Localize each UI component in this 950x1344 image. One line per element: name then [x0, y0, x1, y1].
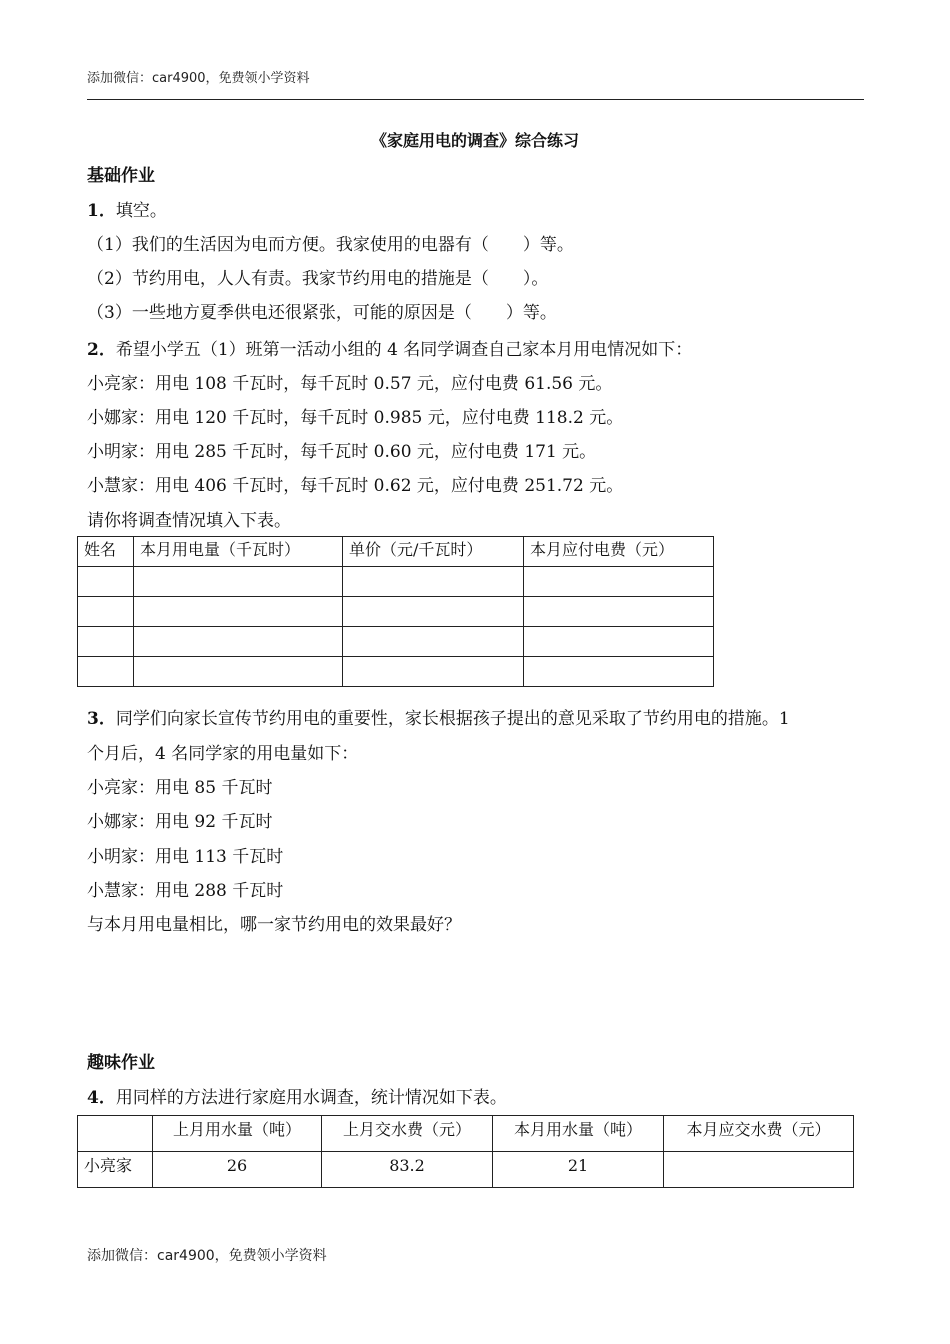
water-table [77, 1115, 854, 1188]
question-4-number: 4． [87, 1088, 116, 1108]
table-cell[interactable] [134, 567, 343, 597]
table-header-cell: 上月交水费（元） [322, 1116, 493, 1152]
table-header-cell: 姓名 [78, 537, 134, 567]
section-basic: 基础作业 [87, 166, 155, 186]
page-header: 添加微信：car4900，免费领小学资料 [87, 71, 310, 86]
table-row [78, 627, 714, 657]
question-1-number: 1． [87, 201, 116, 221]
question-2-text: 希望小学五（1）班第一活动小组的 4 名同学调查自己家本月用电情况如下： [115, 340, 693, 360]
table-header-cell: 本月用水量（吨） [493, 1116, 664, 1152]
table-cell-last-usage: 26 [153, 1152, 322, 1188]
table-cell[interactable] [134, 627, 343, 657]
table-header-cell [78, 1116, 153, 1152]
table-cell[interactable] [78, 657, 134, 687]
table-cell[interactable] [524, 567, 714, 597]
q1-item-1: （1）我们的生活因为电而方便。我家使用的电器有（ ）等。 [87, 235, 574, 255]
table-cell-last-fee: 83.2 [322, 1152, 493, 1188]
question-1-text: 填空。 [115, 201, 167, 221]
q2-line-4: 小慧家：用电 406 千瓦时，每千瓦时 0.62 元，应付电费 251.72 元。 [87, 476, 624, 496]
question-4 [87, 1083, 507, 1108]
table-row [78, 1152, 854, 1188]
table-row [78, 657, 714, 687]
q2-line-2: 小娜家：用电 120 千瓦时，每千瓦时 0.985 元，应付电费 118.2 元。 [87, 408, 624, 428]
table-header-cell: 本月应付电费（元） [524, 537, 714, 567]
question-3-text: 同学们向家长宣传节约用电的重要性，家长根据孩子提出的意见采取了节约用电的措施。1 [115, 709, 790, 729]
page-title: 《家庭用电的调查》综合练习 [370, 131, 579, 150]
table-header-cell: 本月用电量（千瓦时） [134, 537, 343, 567]
table-cell-this-usage: 21 [493, 1152, 664, 1188]
q3-line-4: 小慧家：用电 288 千瓦时 [87, 881, 284, 901]
page-footer: 添加微信：car4900，免费领小学资料 [87, 1248, 327, 1264]
q3-line-2: 小娜家：用电 92 千瓦时 [87, 812, 273, 832]
table-header-cell: 上月用水量（吨） [153, 1116, 322, 1152]
table-header-row [78, 537, 714, 567]
table-header-cell: 本月应交水费（元） [664, 1116, 854, 1152]
table-row [78, 597, 714, 627]
question-3-number: 3． [87, 709, 116, 729]
table-cell[interactable] [134, 597, 343, 627]
table-cell[interactable] [343, 657, 524, 687]
table-cell[interactable] [78, 567, 134, 597]
table-cell-name: 小亮家 [78, 1152, 153, 1188]
q1-item-2: （2）节约用电，人人有责。我家节约用电的措施是（ ）。 [87, 269, 549, 289]
q3-line-3: 小明家：用电 113 千瓦时 [87, 847, 284, 867]
q2-instruction: 请你将调查情况填入下表。 [87, 511, 291, 531]
q2-line-3: 小明家：用电 285 千瓦时，每千瓦时 0.60 元，应付电费 171 元。 [87, 442, 597, 462]
header-rule [87, 99, 864, 100]
table-cell[interactable] [343, 627, 524, 657]
q3-line-1: 小亮家：用电 85 千瓦时 [87, 778, 273, 798]
question-2 [87, 335, 692, 360]
table-cell[interactable] [78, 597, 134, 627]
question-3-text-cont: 个月后，4 名同学家的用电量如下： [87, 744, 359, 764]
q2-line-1: 小亮家：用电 108 千瓦时，每千瓦时 0.57 元，应付电费 61.56 元。 [87, 374, 613, 394]
section-fun: 趣味作业 [87, 1053, 155, 1073]
q3-question: 与本月用电量相比，哪一家节约用电的效果最好？ [87, 915, 461, 935]
table-cell[interactable] [343, 597, 524, 627]
table-cell-this-fee[interactable] [664, 1152, 854, 1188]
table-cell[interactable] [524, 627, 714, 657]
electricity-table [77, 536, 714, 687]
table-cell[interactable] [524, 657, 714, 687]
table-cell[interactable] [134, 657, 343, 687]
question-2-number: 2． [87, 340, 116, 360]
table-header-cell: 单价（元/千瓦时） [343, 537, 524, 567]
table-row [78, 567, 714, 597]
table-cell[interactable] [343, 567, 524, 597]
table-cell[interactable] [78, 627, 134, 657]
table-header-row [78, 1116, 854, 1152]
question-3 [87, 704, 790, 729]
question-4-text: 用同样的方法进行家庭用水调查，统计情况如下表。 [115, 1088, 507, 1108]
table-cell[interactable] [524, 597, 714, 627]
question-1 [87, 196, 167, 221]
q1-item-3: （3）一些地方夏季供电还很紧张，可能的原因是（ ）等。 [87, 303, 557, 323]
